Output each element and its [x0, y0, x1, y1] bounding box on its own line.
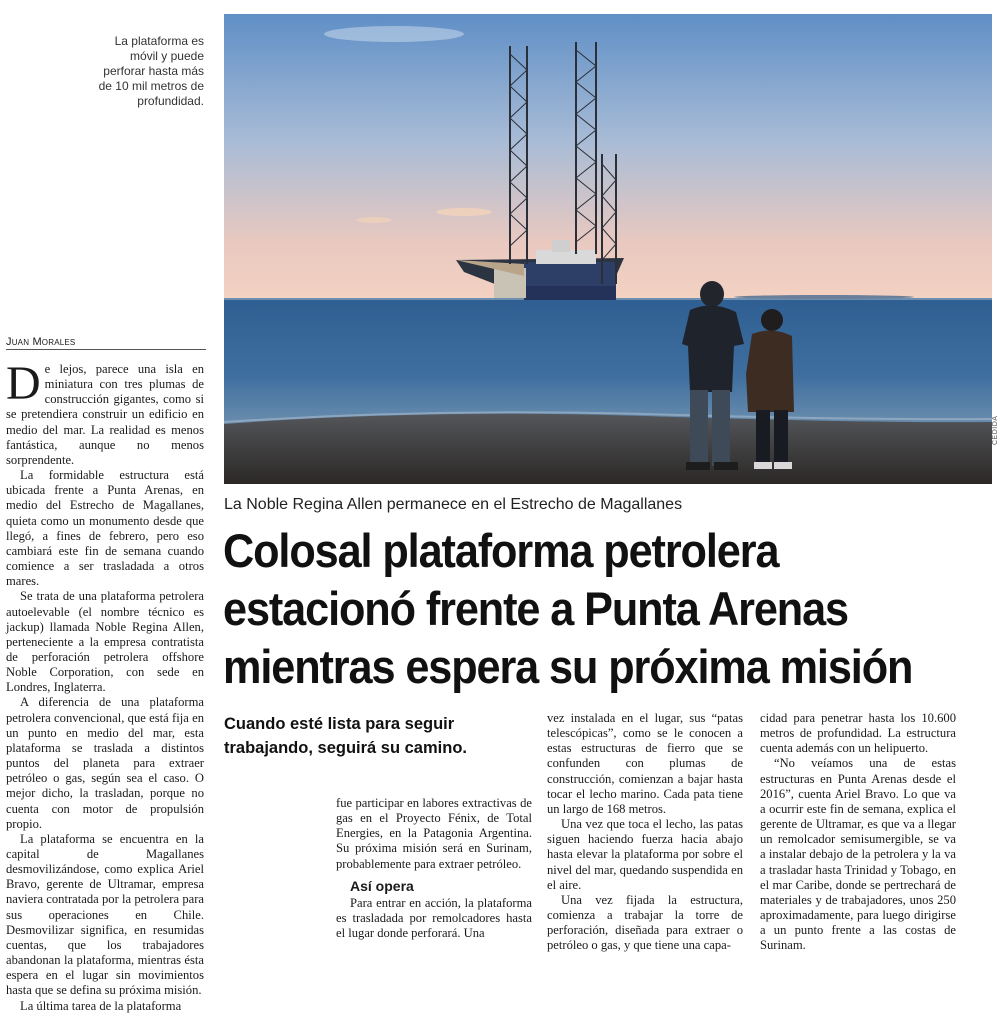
oil-platform-photo	[224, 14, 992, 484]
article-column-4	[760, 711, 956, 954]
drop-cap: D	[6, 357, 41, 410]
article-column-2	[336, 796, 532, 941]
deck	[224, 712, 524, 760]
paragraph: La última tarea de la plataforma	[20, 998, 182, 1013]
paragraph: Se trata de una plataforma petrolera autoelevable (el nombre técnico es jackup) llamada Noble Regina Allen, perteneciente a la empresa contratista de perforación petrolera offshore Noble Corporation, con sede en Londres, Inglaterra.	[6, 589, 204, 695]
paragraph: cidad para penetrar hasta los 10.600 metros de profundidad. La estructura cuenta además con un helipuerto.	[760, 711, 956, 756]
headline-line: Colosal plataforma petrolera	[223, 524, 779, 577]
article-photo	[224, 14, 992, 484]
paragraph: La plataforma se encuentra en la capital de Magallanes desmovilizándose, como explica Ariel Bravo, gerente de Ultramar, empresa naviera contratada por la petrolera para sus operaciones en Chile. Desmovilizar significa, en resumidas cuentas, que los trabajadores abandonan la plataforma, mientras ésta espera en el lugar sin movimientos hasta que se defina su próxima misión.	[6, 831, 204, 998]
paragraph: La formidable estructura está ubicada frente a Punta Arenas, en medio del Estrecho de Magallanes, quieta como un monumento desde que llegó, a fines de febrero, pero eso cambiará este fin de semana cuando comience a ser trasladada a otros mares.	[6, 468, 204, 589]
paragraph: Una vez que toca el lecho, las patas siguen haciendo fuerza hacia abajo hasta elevar la plataforma por sobre el nivel del mar, quedando suspendida en el aire.	[547, 817, 743, 892]
photo-caption: La plataforma es móvil y puede perforar hasta más de 10 mil metros de profundidad.	[98, 34, 204, 108]
deck-line: trabajando, seguirá su camino.	[224, 739, 467, 757]
article-column-3	[547, 711, 743, 954]
deck-line: Cuando esté lista para seguir	[224, 715, 455, 733]
paragraph: “No veíamos una de estas estructuras en Punta Arenas desde el 2016”, cuenta Ariel Bravo. Lo que va a ocurrir este fin de semana, explica el gerente de Ultramar, es que va a llegar un remolcador semisumergible, se va a instalar debajo de la petrolera y la va a trasladar hasta Trinidad y Tobago, en el mar Caribe, donde se pertrechará de materiales y de trabajadores, unos 250 aproximadamente, para luego dirigirse a un punto frente a las costas de Surinam.	[760, 756, 956, 953]
paragraph: A diferencia de una plataforma petrolera convencional, que está fija en un punto en medio del mar, esta plataforma se traslada a distintos puntos del planeta para extraer petróleo o gas, según sea el caso. O mejor dicho, la trasladan, porque no cuenta con motor de propulsión propio.	[6, 695, 204, 831]
byline: Juan Morales	[6, 336, 206, 350]
article-column-1	[6, 357, 204, 1014]
kicker: La Noble Regina Allen permanece en el Estrecho de Magallanes	[224, 496, 683, 513]
paragraph: vez instalada en el lugar, sus “patas telescópicas”, como se le conocen a estas estructuras de fierro que se confunden con plumas de construcción, comienzan a bajar hasta tocar el lecho marino. Cada pata tiene un largo de 168 metros.	[547, 711, 743, 816]
photo-credit: CEDIDA	[992, 415, 999, 445]
paragraph	[6, 357, 204, 468]
paragraph: Una vez fijada la estructura, comienza a trabajar la torre de perforación, diseñada para extraer o petróleo o gas, y que tiene una capa-	[547, 892, 743, 953]
headline	[223, 522, 938, 696]
subhead: Así opera	[350, 877, 414, 894]
paragraph: Para entrar en acción, la plataforma es trasladada por remolcadores hasta el lugar donde perforará. Una	[336, 895, 532, 941]
paragraph: fue participar en labores extractivas de gas en el Proyecto Fénix, de Total Energies, en la Patagonia Argentina. Su próxima misión será en Surinam, probablemente para extraer petróleo.	[336, 796, 532, 871]
paragraph-text: e lejos, parece una isla en miniatura con tres plumas de construcción gigantes, como si se pretendiera construir un edificio en medio del mar. La realidad es menos fantástica, aunque no menos sorprendente.	[6, 362, 204, 467]
headline-line: mientras espera su próxima misión	[223, 640, 913, 693]
headline-line: estacionó frente a Punta Arenas	[223, 582, 848, 635]
